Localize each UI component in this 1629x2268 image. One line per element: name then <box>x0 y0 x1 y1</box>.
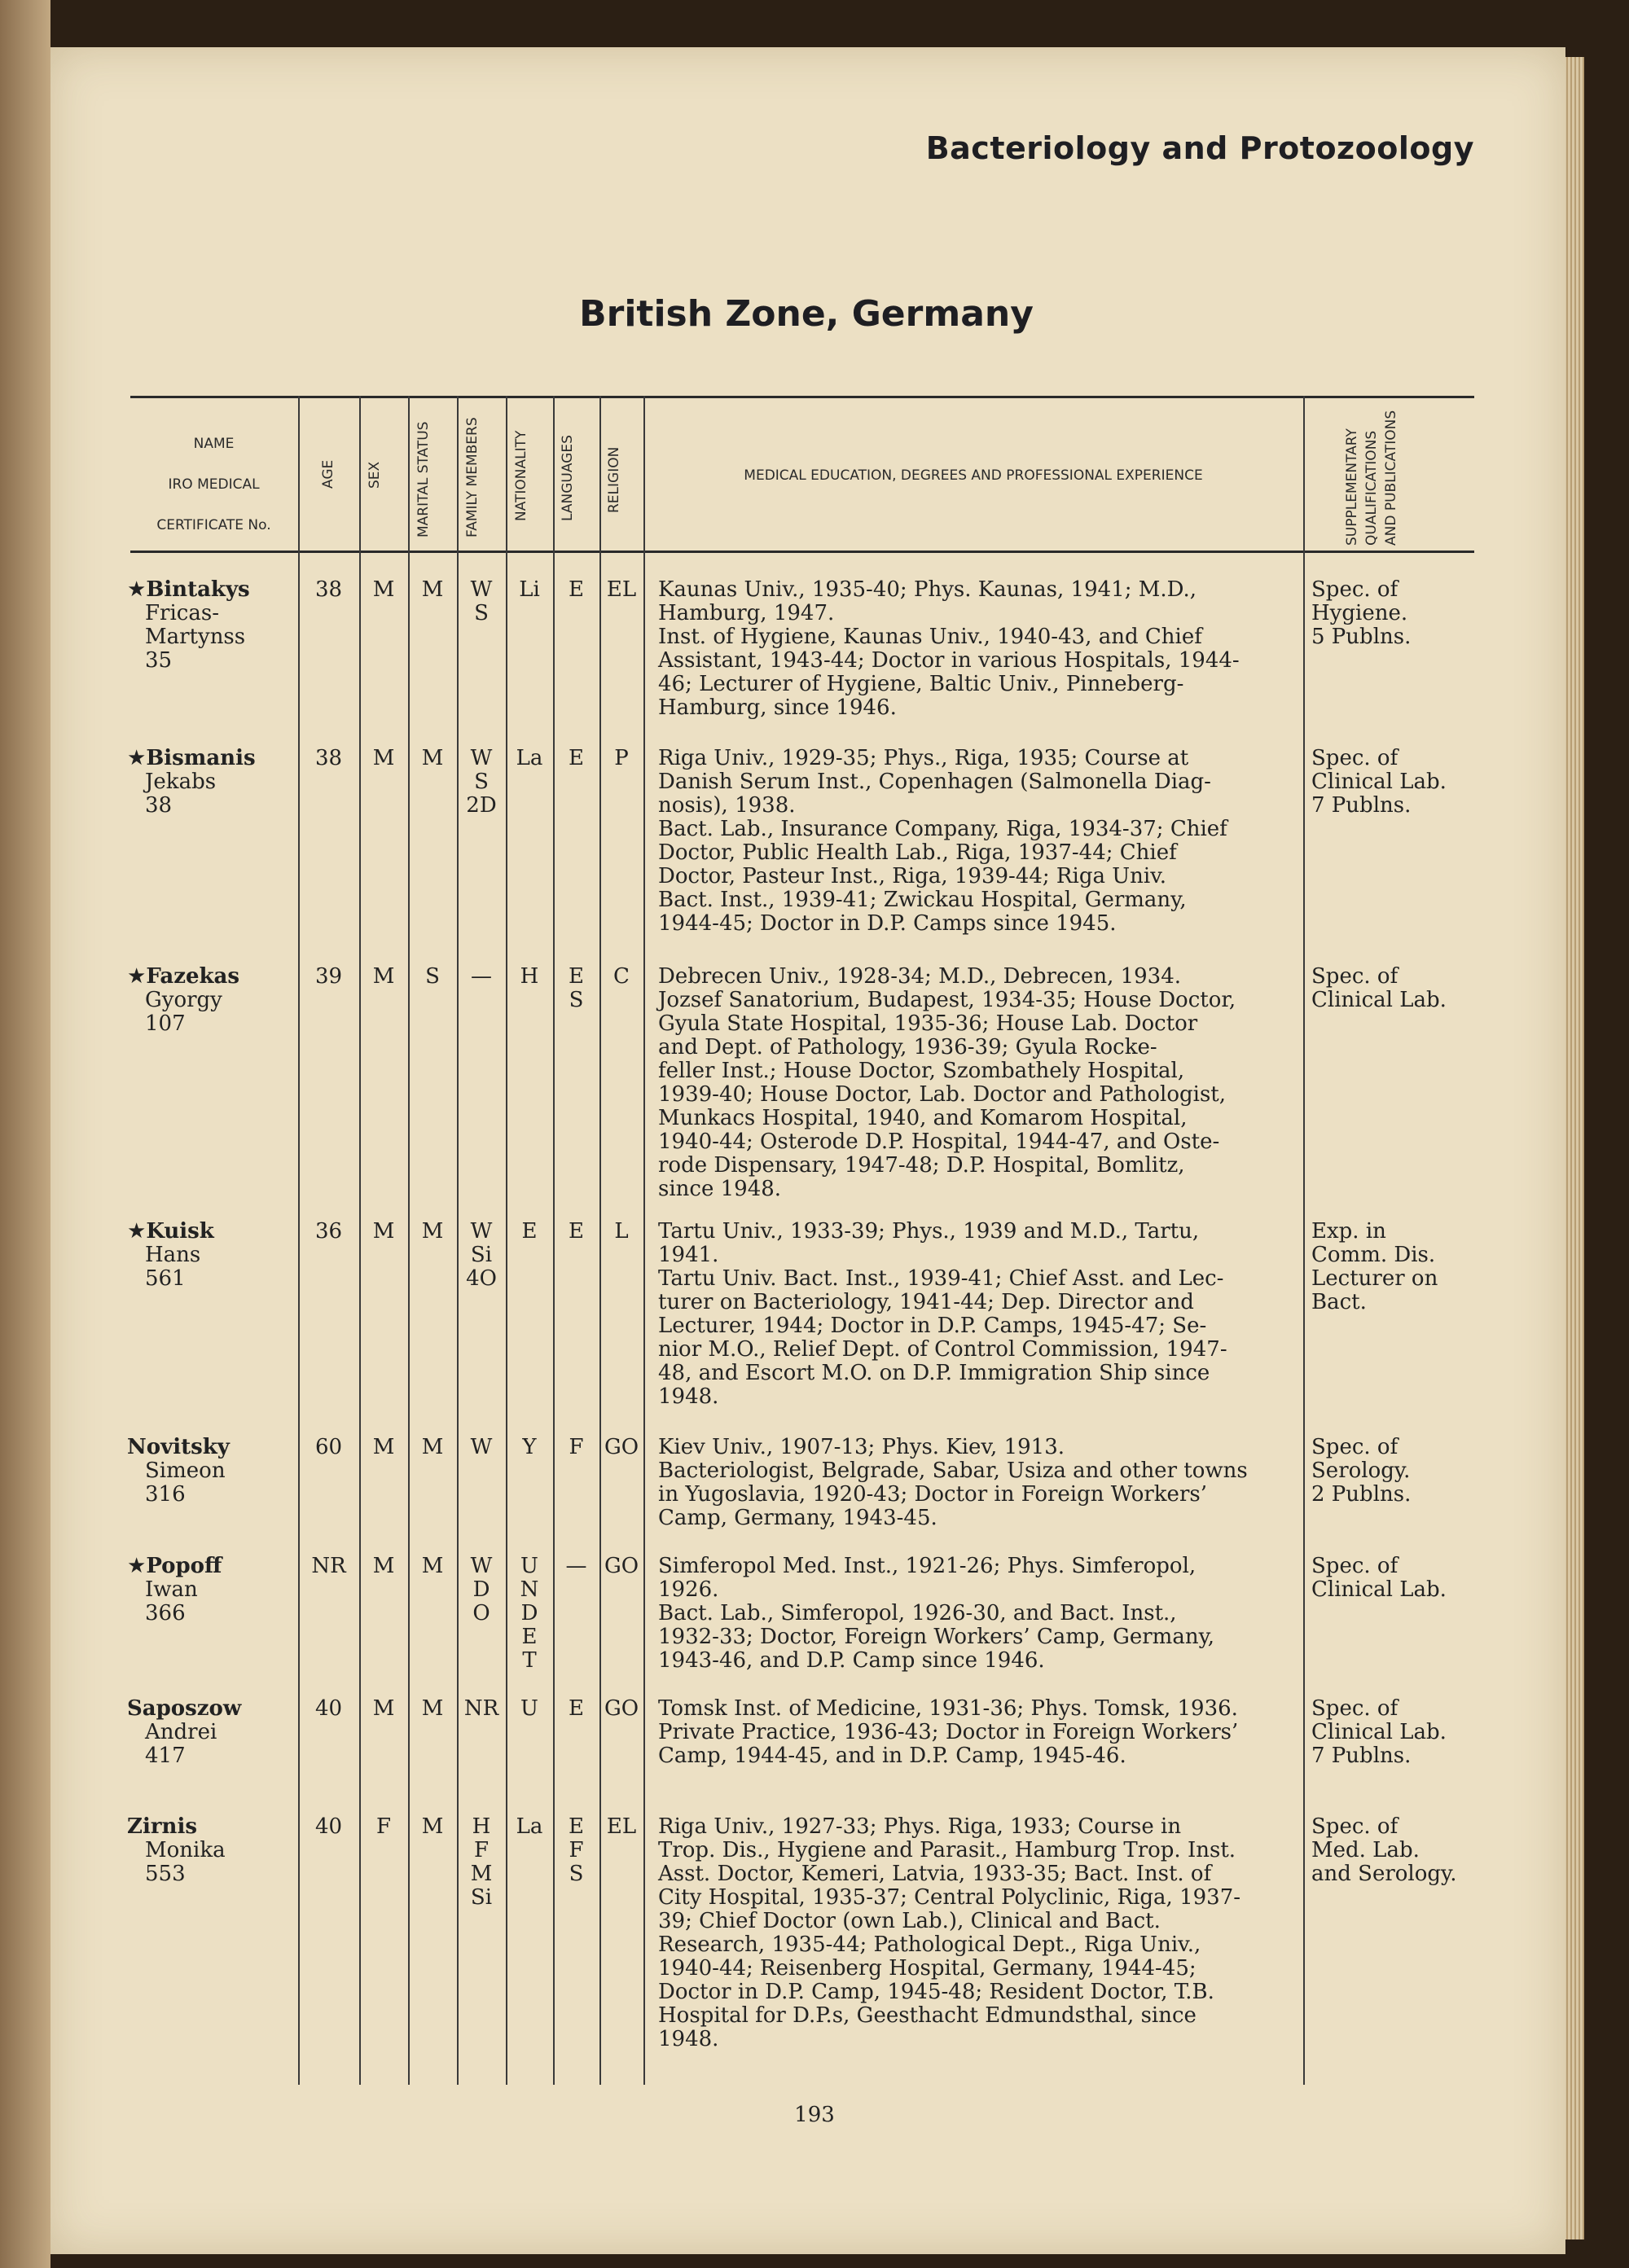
age-cell: 40 <box>314 1814 343 1839</box>
supplementary-line: and Serology. <box>1311 1862 1457 1886</box>
education-line: in Yugoslavia, 1920-43; Doctor in Foreign Workers’ <box>658 1482 1207 1507</box>
language-value: E <box>569 577 584 602</box>
supplementary-line: Spec. of <box>1311 746 1398 770</box>
supplementary-line: Lecturer on <box>1311 1266 1438 1291</box>
supplementary-line: 7 Publns. <box>1311 793 1412 818</box>
nationality-cell <box>506 1555 553 1673</box>
marital-cell: M <box>421 1435 444 1459</box>
education-line: 1939-40; House Doctor, Lab. Doctor and Pathologist, <box>658 1082 1226 1107</box>
surname-line <box>127 1436 298 1459</box>
nationality-cell <box>506 747 553 770</box>
zone-title: British Zone, Germany <box>579 293 1034 335</box>
education-line: since 1948. <box>658 1177 782 1201</box>
education-line: Camp, Germany, 1943-45. <box>658 1506 937 1530</box>
supplementary-line: Spec. of <box>1311 1814 1398 1839</box>
religion-cell: EL <box>606 1814 637 1839</box>
education-line: 1932-33; Doctor, Foreign Workers’ Camp, Germany, <box>658 1625 1215 1649</box>
page-number: 193 <box>794 2103 835 2127</box>
sex-cell: M <box>372 577 395 602</box>
languages-cell <box>553 578 599 602</box>
education-line: Hospital for D.P.s, Geesthacht Edmundsthal, since <box>658 2003 1197 2028</box>
languages-cell <box>553 1436 599 1459</box>
education-line: Debrecen Univ., 1928-34; M.D., Debrecen, 1934. <box>658 964 1182 989</box>
education-line: 1926. <box>658 1577 719 1602</box>
family-member: M <box>470 1862 493 1886</box>
supplementary-line: Exp. in <box>1311 1219 1386 1244</box>
age-cell: 60 <box>314 1435 343 1459</box>
nationality-value: Y <box>522 1435 537 1459</box>
header-languages: LANGUAGES <box>560 435 576 521</box>
supplementary-line: Clinical Lab. <box>1311 1720 1447 1744</box>
education-line: rode Dispensary, 1947-48; D.P. Hospital, Bomlitz, <box>658 1153 1185 1178</box>
nationality-value: U <box>520 1554 538 1578</box>
header-supplementary-1: SUPPLEMENTARY <box>1344 428 1360 546</box>
family-cell <box>457 1555 506 1625</box>
supplementary-cell <box>1311 1220 1491 1314</box>
certificate-number: 38 <box>145 793 173 818</box>
education-line: 1948. <box>658 1384 719 1409</box>
family-member: F <box>473 1838 490 1862</box>
supplementary-line: Clinical Lab. <box>1311 1577 1447 1602</box>
surname: Zirnis <box>127 1814 197 1839</box>
column-divider <box>1303 396 1305 2085</box>
marital-cell: M <box>421 577 444 602</box>
supplementary-line: Med. Lab. <box>1311 1838 1420 1862</box>
religion-cell: P <box>614 746 629 770</box>
person-name-cell <box>127 965 298 1036</box>
education-cell <box>658 1220 1289 1409</box>
surname: Saposzow <box>127 1696 242 1721</box>
family-member: Si <box>470 1885 493 1910</box>
age-cell: 36 <box>314 1219 343 1244</box>
family-member: NR <box>463 1696 499 1721</box>
family-member: W <box>470 1435 493 1459</box>
surname: Novitsky <box>127 1435 230 1459</box>
religion-cell: L <box>614 1219 629 1244</box>
header-supplementary-2: QUALIFICATIONS <box>1363 430 1380 546</box>
family-member: W <box>470 577 493 602</box>
family-member: O <box>472 1601 490 1625</box>
given-name: Martynss <box>145 625 246 649</box>
nationality-cell <box>506 1697 553 1721</box>
language-value: E <box>569 964 584 989</box>
family-member: W <box>470 1219 493 1244</box>
given-name: Andrei <box>145 1720 217 1744</box>
star-icon: ★ <box>127 1554 147 1578</box>
header-nationality: NATIONALITY <box>513 430 529 521</box>
person-name-cell <box>127 578 298 673</box>
sex-cell: M <box>372 746 395 770</box>
supplementary-cell <box>1311 1555 1491 1602</box>
header-supplementary-3: AND PUBLICATIONS <box>1383 410 1399 546</box>
supplementary-line: Serology. <box>1311 1459 1411 1483</box>
star-icon: ★ <box>127 746 147 770</box>
nationality-value: E <box>521 1219 538 1244</box>
education-line: Hamburg, since 1946. <box>658 695 897 720</box>
education-line: 1944-45; Doctor in D.P. Camps since 1945. <box>658 911 1117 936</box>
languages-cell <box>553 965 599 1012</box>
star-icon: ★ <box>127 964 147 989</box>
education-cell <box>658 1436 1289 1530</box>
surname-line <box>127 965 298 989</box>
language-value: E <box>569 1696 584 1721</box>
supplementary-cell <box>1311 1815 1491 1886</box>
family-member: — <box>471 964 492 989</box>
education-line: Tartu Univ. Bact. Inst., 1939-41; Chief Asst. and Lec- <box>658 1266 1224 1291</box>
person-name-cell <box>127 1697 298 1768</box>
header-marital: MARITAL STATUS <box>415 421 432 537</box>
header-education: MEDICAL EDUCATION, DEGREES AND PROFESSIONAL EXPERIENCE <box>744 467 1203 484</box>
supplementary-line: Comm. Dis. <box>1311 1243 1436 1267</box>
family-member: D <box>472 1577 490 1602</box>
family-member: W <box>470 1554 493 1578</box>
family-member: H <box>472 1814 491 1839</box>
language-value: S <box>569 988 584 1012</box>
nationality-value: H <box>520 964 539 989</box>
marital-cell: M <box>421 1814 444 1839</box>
marital-cell: M <box>421 746 444 770</box>
age-cell: 40 <box>314 1696 343 1721</box>
certificate-number: 366 <box>145 1601 186 1625</box>
surname-line <box>127 1220 298 1244</box>
given-name: Monika <box>145 1838 226 1862</box>
marital-cell: M <box>421 1554 444 1578</box>
language-value: F <box>569 1838 584 1862</box>
education-line: Gyula State Hospital, 1935-36; House Lab. Doctor <box>658 1011 1198 1036</box>
education-line: Bact. Lab., Insurance Company, Riga, 1934-37; Chief <box>658 817 1227 841</box>
marital-cell: S <box>425 964 440 989</box>
religion-cell: EL <box>606 577 637 602</box>
certificate-number: 35 <box>145 648 173 673</box>
nationality-value: La <box>516 1814 543 1839</box>
nationality-cell <box>506 1220 553 1244</box>
star-icon: ★ <box>127 577 147 602</box>
education-line: Assistant, 1943-44; Doctor in various Hospitals, 1944- <box>658 648 1240 673</box>
education-cell <box>658 1697 1289 1768</box>
given-name: Simeon <box>145 1459 226 1483</box>
table-header-rule <box>130 551 1474 553</box>
family-cell <box>457 1697 506 1721</box>
education-line: Tomsk Inst. of Medicine, 1931-36; Phys. Tomsk, 1936. <box>658 1696 1238 1721</box>
language-value: F <box>569 1435 584 1459</box>
supplementary-line: Hygiene. <box>1311 601 1408 625</box>
religion-cell: GO <box>604 1435 639 1459</box>
surname-line <box>127 747 298 770</box>
education-line: and Dept. of Pathology, 1936-39; Gyula Rocke- <box>658 1035 1157 1059</box>
language-value: — <box>565 1554 587 1578</box>
family-cell <box>457 747 506 818</box>
supplementary-cell <box>1311 578 1491 649</box>
supplementary-cell <box>1311 965 1491 1012</box>
certificate-number: 417 <box>145 1744 186 1768</box>
education-line: Simferopol Med. Inst., 1921-26; Phys. Simferopol, <box>658 1554 1197 1578</box>
education-cell <box>658 747 1289 936</box>
sex-cell: F <box>375 1814 392 1839</box>
person-name-cell <box>127 747 298 818</box>
education-line: Kaunas Univ., 1935-40; Phys. Kaunas, 1941; M.D., <box>658 577 1197 602</box>
age-cell: 38 <box>314 577 343 602</box>
education-line: Bact. Inst., 1939-41; Zwickau Hospital, Germany, <box>658 888 1187 912</box>
surname: Fazekas <box>146 964 240 989</box>
person-name-cell <box>127 1555 298 1625</box>
header-sex: SEX <box>367 461 383 489</box>
supplementary-line: Spec. of <box>1311 1696 1398 1721</box>
education-line: Munkacs Hospital, 1940, and Komarom Hospital, <box>658 1106 1188 1130</box>
nationality-value: Li <box>519 577 540 602</box>
age-cell: 39 <box>314 964 343 989</box>
surname: Bintakys <box>146 577 250 602</box>
education-line: Doctor, Public Health Lab., Riga, 1937-44; Chief <box>658 840 1177 865</box>
star-icon: ★ <box>127 1219 147 1244</box>
age-cell: 38 <box>314 746 343 770</box>
religion-cell: GO <box>604 1554 639 1578</box>
languages-cell <box>553 1555 599 1578</box>
given-name: Hans <box>145 1243 201 1267</box>
education-line: Inst. of Hygiene, Kaunas Univ., 1940-43, and Chief <box>658 625 1202 649</box>
family-cell <box>457 1436 506 1459</box>
family-cell <box>457 578 506 625</box>
column-divider <box>643 396 645 2085</box>
education-line: Hamburg, 1947. <box>658 601 835 625</box>
education-line: 46; Lecturer of Hygiene, Baltic Univ., Pinneberg- <box>658 672 1184 696</box>
nationality-value: E <box>521 1625 538 1649</box>
supplementary-line: Spec. of <box>1311 577 1398 602</box>
family-member: S <box>474 770 489 794</box>
family-member: S <box>474 601 489 625</box>
given-name: Iwan <box>145 1577 198 1602</box>
education-line: Asst. Doctor, Kemeri, Latvia, 1933-35; Bact. Inst. of <box>658 1862 1212 1886</box>
education-line: City Hospital, 1935-37; Central Polyclinic, Riga, 1937- <box>658 1885 1241 1910</box>
nationality-cell <box>506 578 553 602</box>
sex-cell: M <box>372 1696 395 1721</box>
education-line: nosis), 1938. <box>658 793 796 818</box>
surname-line <box>127 1697 298 1721</box>
supplementary-line: 2 Publns. <box>1311 1482 1412 1507</box>
languages-cell <box>553 1697 599 1721</box>
nationality-cell <box>506 965 553 989</box>
education-line: 1940-44; Reisenberg Hospital, Germany, 1944-45; <box>658 1956 1197 1981</box>
family-member: 2D <box>466 793 497 818</box>
education-line: 1941. <box>658 1243 719 1267</box>
education-line: Kiev Univ., 1907-13; Phys. Kiev, 1913. <box>658 1435 1065 1459</box>
header-religion: RELIGION <box>606 446 622 513</box>
family-member: Si <box>470 1243 493 1267</box>
education-line: Bact. Lab., Simferopol, 1926-30, and Bact. Inst., <box>658 1601 1177 1625</box>
nationality-value: La <box>516 746 543 770</box>
sex-cell: M <box>372 1219 395 1244</box>
marital-cell: M <box>421 1696 444 1721</box>
certificate-number: 316 <box>145 1482 186 1507</box>
education-line: Jozsef Sanatorium, Budapest, 1934-35; House Doctor, <box>658 988 1236 1012</box>
education-line: turer on Bacteriology, 1941-44; Dep. Director and <box>658 1290 1194 1314</box>
family-cell <box>457 1220 506 1291</box>
family-cell <box>457 965 506 989</box>
header-age: AGE <box>320 459 336 489</box>
languages-cell <box>553 1815 599 1886</box>
certificate-number: 553 <box>145 1862 186 1886</box>
education-line: Doctor, Pasteur Inst., Riga, 1939-44; Riga Univ. <box>658 864 1167 888</box>
certificate-number: 561 <box>145 1266 186 1291</box>
education-cell <box>658 1815 1289 2051</box>
given-name: Gyorgy <box>145 988 222 1012</box>
education-line: Lecturer, 1944; Doctor in D.P. Camps, 1945-47; Se- <box>658 1314 1207 1338</box>
language-value: S <box>569 1862 584 1886</box>
supplementary-cell <box>1311 1436 1491 1507</box>
person-name-cell <box>127 1436 298 1507</box>
sex-cell: M <box>372 964 395 989</box>
section-title: Bacteriology and Protozoology <box>925 130 1474 166</box>
education-line: 1943-46, and D.P. Camp since 1946. <box>658 1648 1045 1673</box>
person-name-cell <box>127 1220 298 1291</box>
nationality-value: N <box>520 1577 539 1602</box>
language-value: E <box>569 1219 584 1244</box>
surname: Popoff <box>146 1554 222 1578</box>
family-member: 4O <box>466 1266 497 1291</box>
book-gutter <box>0 0 50 2268</box>
education-line: 1948. <box>658 2027 719 2051</box>
supplementary-line: Clinical Lab. <box>1311 770 1447 794</box>
surname: Bismanis <box>146 746 256 770</box>
language-value: E <box>569 746 584 770</box>
header-name: NAME IRO MEDICAL CERTIFICATE No. <box>156 436 271 533</box>
nationality-cell <box>506 1815 553 1839</box>
header-family: FAMILY MEMBERS <box>464 417 481 537</box>
given-name: Jekabs <box>145 770 217 794</box>
education-line: Research, 1935-44; Pathological Dept., Riga Univ., <box>658 1932 1201 1957</box>
table-top-rule <box>130 396 1474 398</box>
education-line: Bacteriologist, Belgrade, Sabar, Usiza and other towns <box>658 1459 1248 1483</box>
person-name-cell <box>127 1815 298 1886</box>
education-line: 1940-44; Osterode D.P. Hospital, 1944-47, and Oste- <box>658 1130 1220 1154</box>
nationality-value: D <box>520 1601 538 1625</box>
nationality-value: T <box>522 1648 537 1673</box>
education-line: feller Inst.; House Doctor, Szombathely Hospital, <box>658 1059 1185 1083</box>
education-line: Doctor in D.P. Camp, 1945-48; Resident Doctor, T.B. <box>658 1980 1214 2004</box>
education-line: nior M.O., Relief Dept. of Control Commission, 1947- <box>658 1337 1227 1362</box>
education-line: Private Practice, 1936-43; Doctor in Foreign Workers’ <box>658 1720 1239 1744</box>
education-line: Riga Univ., 1929-35; Phys., Riga, 1935; Course at <box>658 746 1189 770</box>
supplementary-line: Spec. of <box>1311 1435 1398 1459</box>
supplementary-line: 7 Publns. <box>1311 1744 1412 1768</box>
languages-cell <box>553 747 599 770</box>
nationality-cell <box>506 1436 553 1459</box>
education-line: Tartu Univ., 1933-39; Phys., 1939 and M.D., Tartu, <box>658 1219 1200 1244</box>
education-cell <box>658 965 1289 1201</box>
education-line: 48, and Escort M.O. on D.P. Immigration Ship since <box>658 1361 1210 1385</box>
education-line: 39; Chief Doctor (own Lab.), Clinical and Bact. <box>658 1909 1161 1933</box>
education-cell <box>658 578 1289 720</box>
language-value: E <box>569 1814 584 1839</box>
nationality-value: U <box>520 1696 538 1721</box>
education-line: Riga Univ., 1927-33; Phys. Riga, 1933; Course in <box>658 1814 1182 1839</box>
family-cell <box>457 1815 506 1910</box>
family-member: W <box>470 746 493 770</box>
age-cell: NR <box>311 1554 346 1578</box>
marital-cell: M <box>421 1219 444 1244</box>
languages-cell <box>553 1220 599 1244</box>
surname-line <box>127 1555 298 1578</box>
surname: Kuisk <box>146 1219 214 1244</box>
sex-cell: M <box>372 1435 395 1459</box>
education-cell <box>658 1555 1289 1673</box>
education-line: Danish Serum Inst., Copenhagen (Salmonella Diag- <box>658 770 1211 794</box>
education-line: Camp, 1944-45, and in D.P. Camp, 1945-46. <box>658 1744 1126 1768</box>
supplementary-line: 5 Publns. <box>1311 625 1412 649</box>
supplementary-cell <box>1311 747 1491 818</box>
given-name: Fricas- <box>145 601 219 625</box>
supplementary-line: Clinical Lab. <box>1311 988 1447 1012</box>
surname-line <box>127 1815 298 1839</box>
education-line: Trop. Dis., Hygiene and Parasit., Hamburg Trop. Inst. <box>658 1838 1236 1862</box>
surname-line <box>127 578 298 602</box>
religion-cell: C <box>613 964 630 989</box>
supplementary-cell <box>1311 1697 1491 1768</box>
supplementary-line: Bact. <box>1311 1290 1367 1314</box>
sex-cell: M <box>372 1554 395 1578</box>
supplementary-line: Spec. of <box>1311 964 1398 989</box>
supplementary-line: Spec. of <box>1311 1554 1398 1578</box>
religion-cell: GO <box>604 1696 639 1721</box>
certificate-number: 107 <box>145 1011 186 1036</box>
